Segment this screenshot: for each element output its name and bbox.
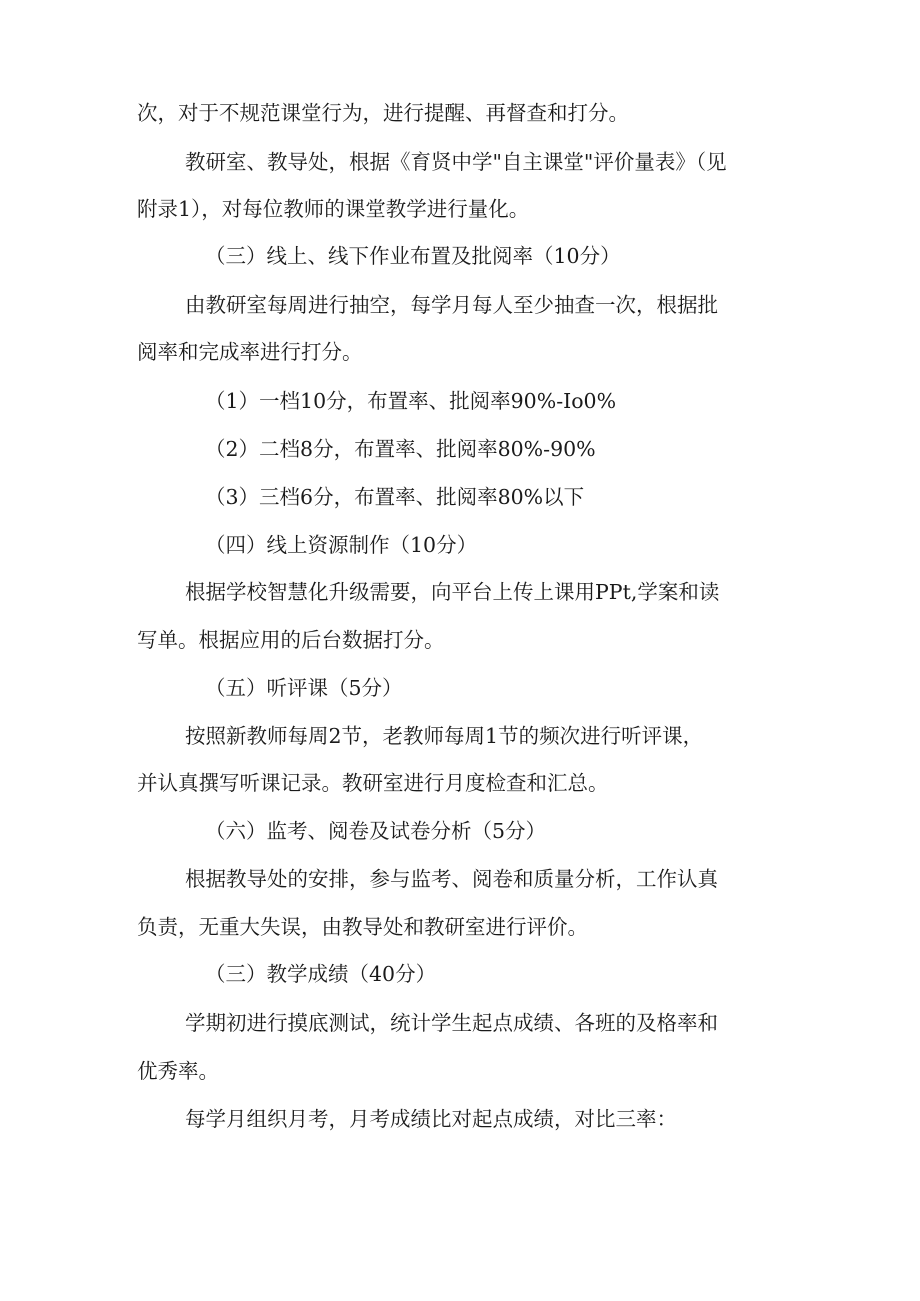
- grade-item-3: （3）三档6分，布置率、批阅率80%以下: [205, 485, 585, 509]
- paragraph-line-17: 根据教导处的安排，参与监考、阅卷和质量分析，工作认真: [185, 867, 718, 891]
- section-heading-homework: （三）线上、线下作业布置及批阅率（10分）: [205, 244, 621, 268]
- paragraph-line-6: 阅率和完成率进行打分。: [137, 340, 363, 364]
- paragraph-line-18: 负责，无重大失误，由教导处和教研室进行评价。: [137, 915, 588, 939]
- paragraph-line-5: 由教研室每周进行抽空，每学月每人至少抽查一次，根据批: [185, 293, 718, 317]
- section-heading-online-resources: （四）线上资源制作（10分）: [205, 533, 478, 557]
- paragraph-line-15: 并认真撰写听课记录。教研室进行月度检查和汇总。: [137, 771, 609, 795]
- paragraph-line-21: 优秀率。: [137, 1059, 219, 1083]
- paragraph-line-20: 学期初进行摸底测试，统计学生起点成绩、各班的及格率和: [185, 1011, 718, 1035]
- paragraph-line-2: 教研室、教导处，根据《育贤中学"自主课堂"评价量表》（见: [185, 150, 727, 174]
- section-heading-lesson-observation: （五）听评课（5分）: [205, 676, 403, 700]
- paragraph-line-3: 附录1），对每位教师的课堂教学进行量化。: [137, 197, 530, 221]
- grade-item-1: （1）一档10分，布置率、批阅率90%-Io0%: [205, 389, 617, 413]
- paragraph-line-11: 根据学校智慧化升级需要，向平台上传上课用PPt,学案和读: [185, 580, 720, 604]
- section-heading-invigilation: （六）监考、阅卷及试卷分析（5分）: [205, 819, 547, 843]
- paragraph-line-1: 次，对于不规范课堂行为，进行提醒、再督查和打分。: [137, 101, 629, 125]
- section-heading-teaching-results: （三）教学成绩（40分）: [205, 962, 437, 986]
- paragraph-line-12: 写单。根据应用的后台数据打分。: [137, 628, 445, 652]
- paragraph-line-22: 每学月组织月考，月考成绩比对起点成绩，对比三率：: [185, 1107, 677, 1131]
- paragraph-line-14: 按照新教师每周2节，老教师每周1节的频次进行听评课，: [185, 724, 704, 748]
- grade-item-2: （2）二档8分，布置率、批阅率80%-90%: [205, 437, 596, 461]
